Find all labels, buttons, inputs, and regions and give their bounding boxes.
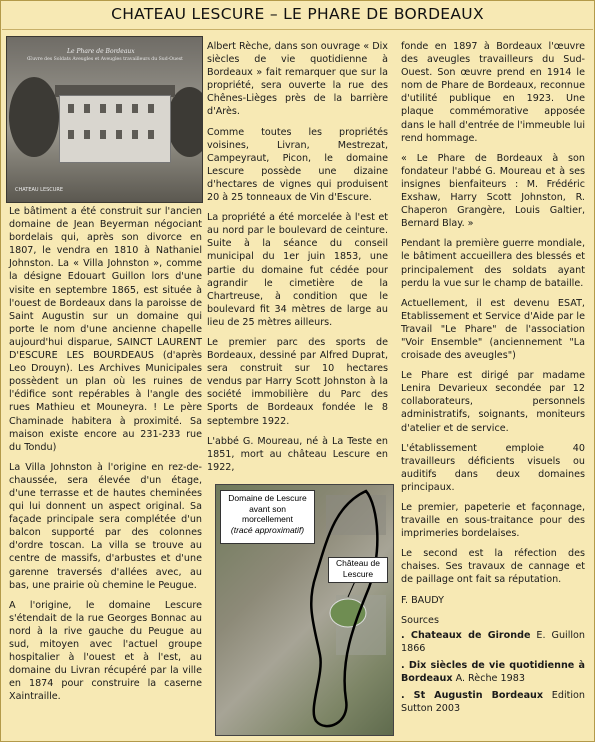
building-shape <box>59 95 171 163</box>
source-detail: Edition Sutton 2003 <box>401 689 586 714</box>
paragraph: A l'origine, le domaine Lescure s'étendait de la rue Georges Bonnac au nord à la rive gauche du Peugue au sud, mitoyen avec l'actuel groupe hospitalier à l'ouest et à l'est, au domaine du Livran récupéré par la ville en 1874 pour construire la caserne Xaintraille. <box>9 599 202 703</box>
paragraph: Comme toutes les propriétés voisines, Livran, Mestrezat, Campeyraut, Picon, le domaine Lescure possède une dizaine d'hectares de vignes qui produisent 20 à 25 tonneaux de Vin d'Escure. <box>207 126 388 204</box>
source-detail: E. Guillon 1866 <box>401 629 585 654</box>
quote-paragraph: « Le Phare de Bordeaux à son fondateur l'abbé G. Moureau et à ses insignes bienfaiteurs : M. Frédéric Exshaw, Harry Scott Johnston, R. Chaperon Grangère, Louis Galtier, Bernard Blay. » <box>401 152 585 230</box>
paragraph: Le Phare est dirigé par madame Lenira Devarieux secondée par 12 collaborateurs, personnels administratifs, soignants, moniteurs d'atelier et de service. <box>401 370 585 434</box>
paragraph: L'établissement emploie 40 travailleurs déficients visuels ou auditifs dans deux domaines principaux. <box>401 442 585 493</box>
source-item <box>401 689 585 715</box>
photo-caption-top: Le Phare de Bordeaux <box>67 48 135 55</box>
paragraph: fonde en 1897 à Bordeaux l'œuvre des aveugles travailleurs du Sud-Ouest. Son œuvre prend en 1914 le nom de Phare de Bordeaux, reconnue d'utilité publique en 1923. Une plaque commémorative apposée dans le hall d'entrée de l'immeuble lui rend hommage. <box>401 41 585 144</box>
paragraph: Pendant la première guerre mondiale, le bâtiment accueillera des blessés et principalement des soldats ayant perdu la vue sur le champ de bataille. <box>401 238 585 289</box>
sources-heading: Sources <box>401 614 439 626</box>
paragraph: Albert Rèche, dans son ouvrage « Dix siècles de vie quotidienne à Bordeaux » fait remarquer que sur la propriété, sera ouverte la rue des Chênes-Lièges près de la barrière d'Arès. <box>207 41 388 118</box>
source-title: . St Augustin Bordeaux <box>401 689 544 701</box>
map-label-domain: Domaine de Lescure avant son morcellement (tracé approximatif) <box>220 490 315 544</box>
photo-caption-sub: Œuvre des Soldats Aveugles et Aveugles travailleurs du Sud-Ouest <box>27 57 183 62</box>
chateau-photo <box>6 36 203 203</box>
source-item <box>401 629 585 655</box>
page-title: CHATEAU LESCURE – LE PHARE DE BORDEAUX <box>111 5 484 23</box>
title-divider <box>2 29 593 30</box>
paragraph: L'abbé G. Moureau, né à La Teste en 1851, mort au château Lescure en 1922, <box>207 435 388 473</box>
map-label-chateau: Château de Lescure <box>328 557 388 583</box>
source-detail: A. Rèche 1983 <box>452 672 525 684</box>
column-left <box>9 205 202 710</box>
source-title: . Chateaux de Gironde <box>401 629 531 641</box>
signature: F. BAUDY <box>401 594 444 606</box>
paragraph: La propriété a été morcelée à l'est et au nord par le boulevard de ceinture. Suite à la séance du conseil municipal du 1er juin 1853, une partie du domaine fut cédée pour agrandir le cimetière de la Chartreuse, à condition que le boulevard fit 34 mètres de large au lieu de 25 mètres ailleurs. <box>207 212 388 328</box>
column-right <box>401 40 585 722</box>
source-item <box>401 659 585 685</box>
paragraph: Actuellement, il est devenu ESAT, Etablissement et Service d'Aide par le Travail "Le Phare" de l'association "Voir Ensemble" (anciennement "La croisade des aveugles") <box>401 297 585 362</box>
paragraph: Le premier, papeterie et façonnage, travaille en sous-traitance pour des imprimeries bordelaises. <box>401 502 585 540</box>
paragraph: Le bâtiment a été construit sur l'ancien domaine de Jean Beyerman négociant bordelais qui, après son divorce en 1807, le vendra en 1810 à Nathaniel Johnston. La « Villa Johnston », comme la désigne Edouart Guillon lors d'une visite en septembre 1865, est située à l'ouest de Bordeaux dans la paroisse de Saint Augustin sur un domaine qui porte le nom d'une ancienne chapelle aujourd'hui disparue, SAINCT LAURENT D'ESCURE LES BOURDEAUS (d'après Leo Drouyn). Les Archives Municipales possèdent un plan où les ruines de l'édifice sont repérables à l'angle des rues Mathieu et Mouneyra. ! Le père Chaminade habitera à proximité. Sa maison existe encore au 231-233 rue du Tondu) <box>9 206 202 453</box>
paragraph: La Villa Johnston à l'origine en rez-de-chaussée, sera élevée d'un étage, d'une terrasse et de hautes cheminées qui lui donnent un aspect original. Sa façade principale sera complétée d'un balcon supporté par des colonnes d'ordre toscan. La villa se trouve au centre de massifs, d'arbustes et d'une garenne traversés d'allées avec, au bas, une prairie où chemine le Peugue. <box>9 461 202 591</box>
aerial-map <box>215 484 394 736</box>
tree-shape <box>9 77 59 157</box>
column-middle <box>207 40 388 474</box>
tree-shape <box>167 87 203 157</box>
source-title: . Dix siècles de vie quotidienne à Bordeaux <box>401 659 585 684</box>
photo-caption-bottom: CHATEAU LESCURE <box>15 187 64 193</box>
paragraph: Le premier parc des sports de Bordeaux, dessiné par Alfred Duprat, sera construit sur 10 hectares vendus par Harry Scott Johnston à la société immobilière du Parc des Sports de Bordeaux fondée le 8 septembre 1922. <box>207 336 388 427</box>
paragraph: Le second est la réfection des chaises. Ses travaux de cannage et de paillage ont fait sa réputation. <box>401 548 585 586</box>
